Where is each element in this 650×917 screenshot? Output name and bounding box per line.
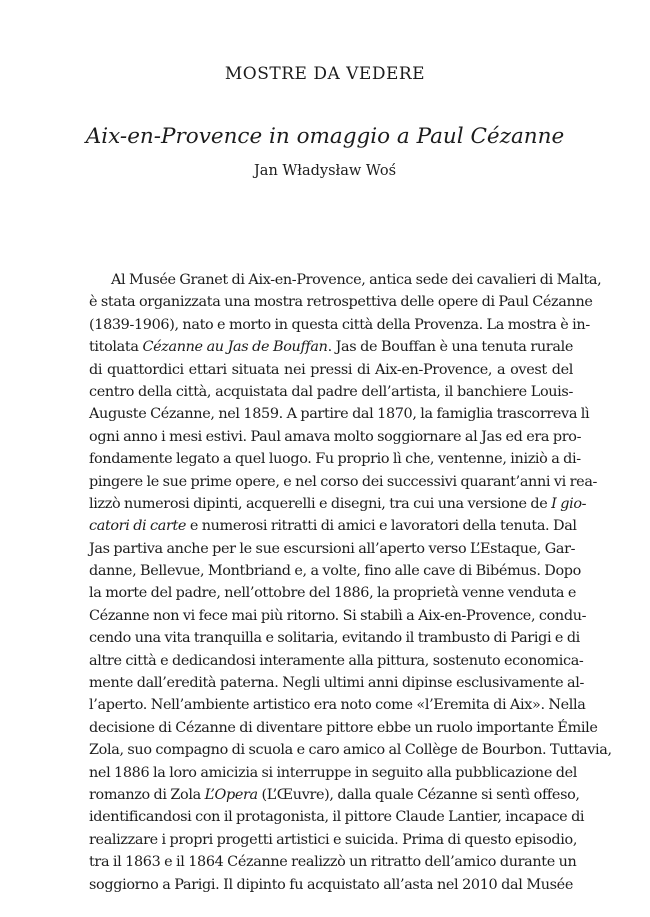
text-segment: . Jas de Bouffan è una tenuta rurale — [327, 339, 573, 356]
author-name: Jan Władysław Woś — [253, 163, 397, 179]
body-line — [89, 359, 573, 381]
text-segment: di quattordici ettari situata nei pressi di Aix-en-Provence, a ovest del — [89, 361, 573, 378]
body-line — [89, 538, 576, 560]
text-segment: romanzo di Zola — [89, 786, 205, 803]
body-line — [89, 493, 587, 515]
italic-text: Cézanne au Jas de Bouffan — [142, 339, 328, 356]
text-segment: cendo una vita tranquilla e solitaria, evitando il trambusto di Parigi e di — [89, 630, 580, 647]
body-line — [89, 448, 581, 470]
body-line — [89, 381, 573, 403]
body-line — [89, 829, 578, 851]
text-segment: danne, Bellevue, Montbriand e, a volte, fino alle cave di Bibémus. Dopo — [89, 563, 581, 580]
article-title: Aix-en-Provence in omaggio a Paul Cézanne — [85, 124, 565, 149]
text-segment: titolata — [89, 339, 143, 356]
body-line — [89, 717, 598, 739]
article-body — [89, 269, 612, 896]
body-line — [89, 471, 598, 493]
italic-text: I gio- — [551, 495, 587, 512]
text-segment: fondamente legato a quel luogo. Fu proprio lì che, ventenne, iniziò a di- — [89, 451, 581, 468]
text-segment: e numerosi ritratti di amici e lavoratori della tenuta. Dal — [186, 518, 577, 535]
text-segment: altre città e dedicandosi interamente alla pittura, sostenuto economica- — [89, 652, 584, 669]
text-segment: la morte del padre, nell’ottobre del 1886, la proprietà venne venduta e — [89, 585, 577, 602]
italic-text: catori di carte — [89, 518, 187, 535]
body-line — [89, 851, 577, 873]
body-line — [89, 605, 587, 627]
body-line — [89, 874, 573, 896]
text-segment: Zola, suo compagno di scuola e caro amico al Collège de Bourbon. Tuttavia, — [89, 742, 612, 759]
text-segment: Auguste Cézanne, nel 1859. A partire dal 1870, la famiglia trascorreva lì — [89, 406, 590, 423]
text-segment: (1839-1906), nato e morto in questa città della Provenza. La mostra è in- — [89, 316, 590, 333]
body-line — [89, 806, 585, 828]
text-segment: Al Musée Granet di Aix-en-Provence, antica sede dei cavalieri di Malta, — [111, 272, 602, 288]
text-segment: nel 1886 la loro amicizia si interruppe in seguito alla pubblicazione del — [89, 764, 578, 781]
text-segment: decisione di Cézanne di diventare pittore ebbe un ruolo importante Émile — [89, 719, 598, 736]
text-segment: mente dall’eredità paterna. Negli ultimi anni dipinse esclusivamente al- — [89, 675, 585, 692]
body-line — [89, 739, 612, 761]
text-segment: identificandosi con il protagonista, il pittore Claude Lantier, incapace di — [89, 809, 585, 826]
text-segment: pingere le sue prime opere, e nel corso dei successivi quarant’anni vi rea- — [89, 473, 598, 490]
text-segment: tra il 1863 e il 1864 Cézanne realizzò un ritratto dell’amico durante un — [89, 854, 577, 871]
body-line — [89, 560, 581, 582]
body-line — [89, 762, 578, 784]
text-segment: Cézanne non vi fece mai più ritorno. Si stabilì a Aix-en-Provence, condu- — [89, 607, 587, 624]
body-line — [89, 650, 584, 672]
text-segment: centro della città, acquistata dal padre dell’artista, il banchiere Louis- — [89, 383, 573, 400]
body-line — [89, 336, 573, 358]
text-segment: soggiorno a Parigi. Il dipinto fu acquistato all’asta nel 2010 dal Musée — [89, 876, 573, 893]
body-line — [89, 426, 582, 448]
body-line — [89, 672, 585, 694]
section-header: MOSTRE DA VEDERE — [224, 64, 426, 84]
text-segment: è stata organizzata una mostra retrospettiva delle opere di Paul Cézanne — [89, 294, 593, 311]
body-line — [89, 694, 586, 716]
body-line — [89, 515, 577, 537]
body-line — [89, 291, 593, 313]
text-segment: lizzò numerosi dipinti, acquerelli e disegni, tra cui una versione de — [89, 495, 552, 512]
text-segment: Jas partiva anche per le sue escursioni all’aperto verso L’Estaque, Gar- — [89, 540, 576, 557]
body-line — [89, 627, 580, 649]
body-line — [89, 314, 590, 336]
body-line — [89, 582, 577, 604]
text-segment: realizzare i propri progetti artistici e suicida. Prima di questo episodio, — [89, 831, 578, 848]
body-line — [89, 403, 590, 425]
text-segment: (L’Œuvre), dalla quale Cézanne si sentì offeso, — [257, 786, 580, 803]
body-line — [89, 269, 602, 291]
italic-text: L’Opera — [204, 786, 258, 803]
text-segment: ogni anno i mesi estivi. Paul amava molto soggiornare al Jas ed era pro- — [89, 428, 582, 445]
body-line — [89, 784, 580, 806]
text-segment: l’aperto. Nell’ambiente artistico era noto come «l’Eremita di Aix». Nella — [89, 697, 586, 714]
